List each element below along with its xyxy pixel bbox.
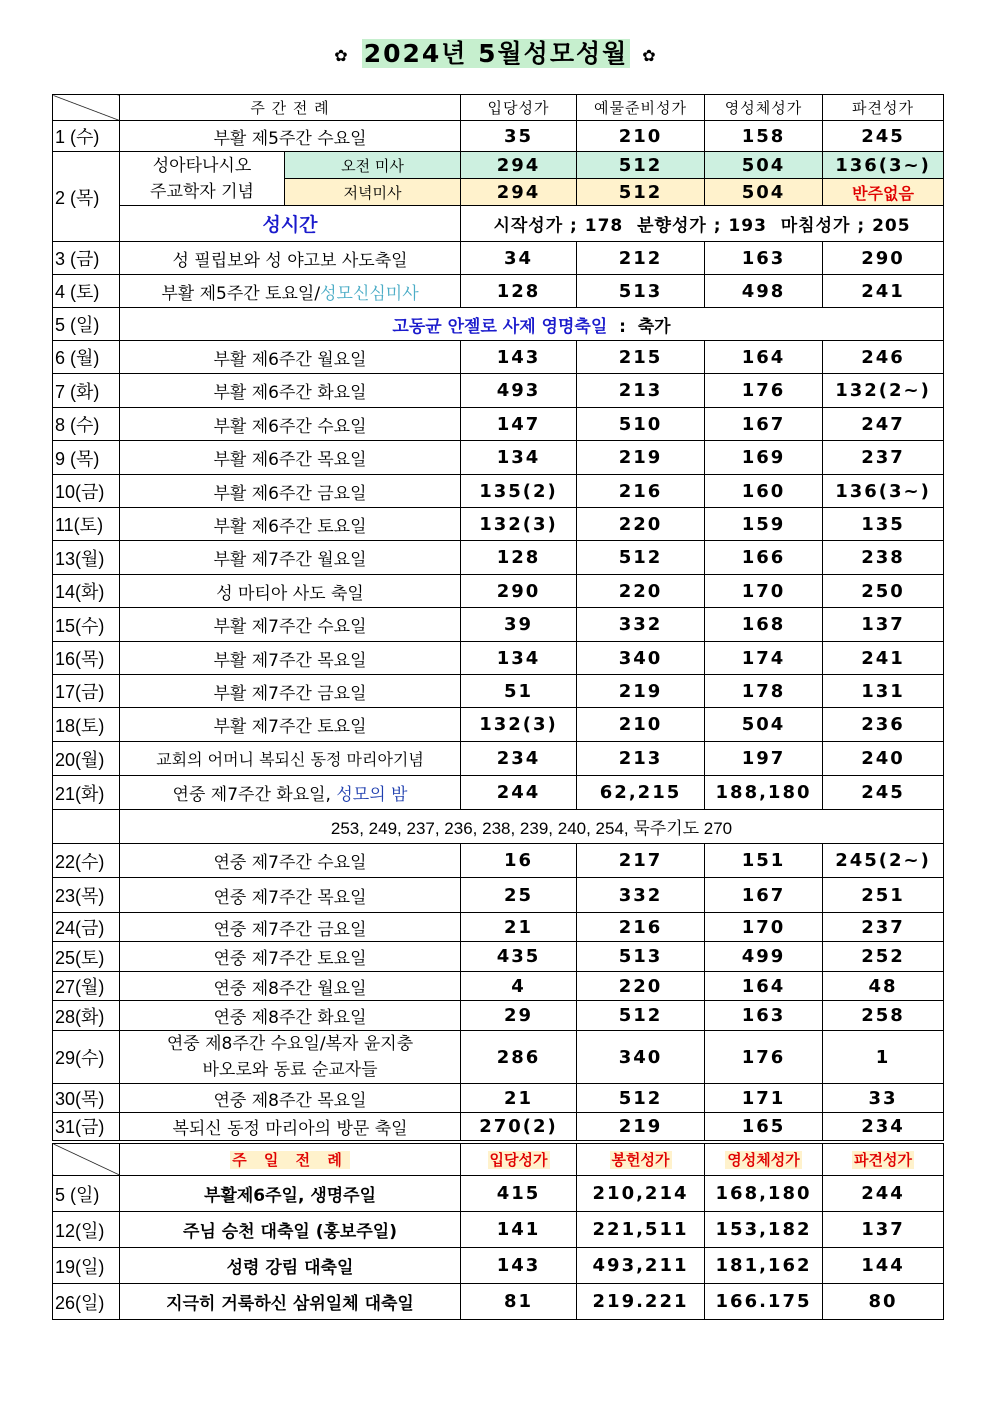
entrance-hymn: 134 <box>461 642 577 675</box>
communion-hymn: 165 <box>705 1113 823 1142</box>
liturgy-name <box>120 1031 461 1084</box>
liturgy-name: 부활 제6주간 금요일 <box>120 475 461 508</box>
communion-hymn: 188,180 <box>705 776 823 810</box>
table-row <box>53 913 944 942</box>
entrance-hymn: 147 <box>461 408 577 441</box>
offertory-hymn: 512 <box>577 179 705 206</box>
offertory-hymn: 213 <box>577 374 705 408</box>
offertory-hymn: 332 <box>577 608 705 642</box>
liturgy-name: 부활 제6주간 목요일 <box>120 441 461 475</box>
entrance-hymn: 294 <box>461 179 577 206</box>
table-row <box>53 810 944 844</box>
sunday-liturgy-name: 성령 강림 대축일 <box>120 1248 461 1284</box>
communion-hymn: 153,182 <box>705 1212 823 1248</box>
sunday-liturgy-name: 부활제6주일, 생명주일 <box>120 1176 461 1212</box>
entrance-hymn: 134 <box>461 441 577 475</box>
entrance-hymn: 143 <box>461 1248 577 1284</box>
page-title <box>0 34 992 70</box>
date-cell: 23(목) <box>53 878 120 913</box>
date-cell: 18(토) <box>53 708 120 742</box>
table-row <box>53 206 944 242</box>
table-row <box>53 121 944 152</box>
column-header-text: 파견성가 <box>854 1150 912 1169</box>
table-row <box>53 152 944 179</box>
offertory-hymn: 332 <box>577 878 705 913</box>
entrance-hymn: 270(2) <box>461 1113 577 1142</box>
table-row <box>53 408 944 441</box>
date-cell: 28(화) <box>53 1001 120 1031</box>
date-cell: 24(금) <box>53 913 120 942</box>
entrance-hymn: 415 <box>461 1176 577 1212</box>
communion-hymn: 167 <box>705 408 823 441</box>
entrance-hymn: 21 <box>461 913 577 942</box>
offertory-hymn: 510 <box>577 408 705 441</box>
offertory-hymn: 220 <box>577 508 705 541</box>
recessional-hymn: 251 <box>823 878 944 913</box>
communion-hymn: 176 <box>705 374 823 408</box>
evening-mass-label: 저녁미사 <box>285 179 461 206</box>
offertory-hymn: 493,211 <box>577 1248 705 1284</box>
date-cell: 30(목) <box>53 1084 120 1113</box>
liturgy-name: 교회의 어머니 복되신 동정 마리아기념 <box>120 742 461 776</box>
communion-hymn: 163 <box>705 1001 823 1031</box>
offertory-hymn: 220 <box>577 575 705 608</box>
liturgy-name: 연중 제7주간 목요일 <box>120 878 461 913</box>
entrance-hymn: 25 <box>461 878 577 913</box>
holy-hour-label: 성시간 <box>120 206 461 242</box>
table-row <box>53 1001 944 1031</box>
offertory-hymn: 513 <box>577 942 705 972</box>
offertory-hymn: 210 <box>577 121 705 152</box>
liturgy-name: 부활 제6주간 수요일 <box>120 408 461 441</box>
date-cell: 11(토) <box>53 508 120 541</box>
liturgy-name: 연중 제8주간 화요일 <box>120 1001 461 1031</box>
table-row <box>53 341 944 374</box>
table-row <box>53 878 944 913</box>
date-cell: 15(수) <box>53 608 120 642</box>
offertory-hymn: 340 <box>577 1031 705 1084</box>
date-cell: 31(금) <box>53 1113 120 1142</box>
table-row <box>53 1248 944 1284</box>
communion-hymn: 499 <box>705 942 823 972</box>
title-text: 2024년 5월성모성월 <box>363 39 629 68</box>
communion-hymn: 169 <box>705 441 823 475</box>
feast-name: 고동균 안젤로 사제 영명축일 <box>392 316 608 337</box>
column-header-communion <box>705 1142 823 1176</box>
liturgy-name: 성 마티아 사도 축일 <box>120 575 461 608</box>
liturgy-name-line1: 연중 제8주간 수요일/복자 윤지충 <box>166 1034 414 1054</box>
recessional-hymn: 131 <box>823 675 944 708</box>
offertory-hymn: 340 <box>577 642 705 675</box>
marian-evening-hymn-list: 253, 249, 237, 236, 238, 239, 240, 254, 묵주기도 270 <box>120 810 944 844</box>
liturgy-name: 연중 제7주간 수요일 <box>120 844 461 878</box>
offertory-hymn: 216 <box>577 475 705 508</box>
table-row <box>53 1212 944 1248</box>
recessional-hymn: 136(3~) <box>823 475 944 508</box>
offertory-hymn: 215 <box>577 341 705 374</box>
sunday-liturgy-name: 지극히 거룩하신 삼위일체 대축일 <box>120 1284 461 1320</box>
communion-hymn: 163 <box>705 242 823 275</box>
offertory-hymn: 210 <box>577 708 705 742</box>
communion-hymn: 178 <box>705 675 823 708</box>
column-header-offertory: 예물준비성가 <box>577 95 705 121</box>
date-cell: 2 (목) <box>53 152 120 242</box>
date-cell: 22(수) <box>53 844 120 878</box>
liturgy-name: 연중 제7주간 금요일 <box>120 913 461 942</box>
date-cell: 19(일) <box>53 1248 120 1284</box>
liturgy-name: 부활 제7주간 월요일 <box>120 541 461 575</box>
entrance-hymn: 81 <box>461 1284 577 1320</box>
table-row <box>53 708 944 742</box>
recessional-hymn: 241 <box>823 275 944 308</box>
entrance-hymn: 493 <box>461 374 577 408</box>
date-cell: 6 (월) <box>53 341 120 374</box>
no-accompaniment-note: 반주없음 <box>823 179 944 206</box>
liturgy-name: 복되신 동정 마리아의 방문 축일 <box>120 1113 461 1142</box>
liturgy-name <box>120 776 461 810</box>
liturgy-name <box>120 152 285 206</box>
flower-icon: ✿ <box>642 45 658 65</box>
table-row <box>53 1113 944 1142</box>
communion-hymn: 171 <box>705 1084 823 1113</box>
recessional-hymn: 136(3~) <box>823 152 944 179</box>
entrance-hymn: 132(3) <box>461 508 577 541</box>
date-cell: 13(월) <box>53 541 120 575</box>
entrance-hymn: 244 <box>461 776 577 810</box>
entrance-hymn: 35 <box>461 121 577 152</box>
communion-hymn: 504 <box>705 152 823 179</box>
diagonal-corner-cell <box>53 95 120 121</box>
recessional-hymn: 132(2~) <box>823 374 944 408</box>
recessional-hymn: 237 <box>823 913 944 942</box>
feast-note <box>120 308 944 341</box>
entrance-hymn: 141 <box>461 1212 577 1248</box>
date-cell: 4 (토) <box>53 275 120 308</box>
morning-mass-label: 오전 미사 <box>285 152 461 179</box>
communion-hymn: 167 <box>705 878 823 913</box>
communion-hymn: 176 <box>705 1031 823 1084</box>
weekday-header-row <box>53 95 944 121</box>
liturgy-name: 부활 제6주간 화요일 <box>120 374 461 408</box>
offertory-hymn: 221,511 <box>577 1212 705 1248</box>
date-cell: 20(월) <box>53 742 120 776</box>
date-cell: 5 (일) <box>53 308 120 341</box>
entrance-hymn: 132(3) <box>461 708 577 742</box>
communion-hymn: 181,162 <box>705 1248 823 1284</box>
table-row <box>53 844 944 878</box>
communion-hymn: 158 <box>705 121 823 152</box>
communion-hymn: 197 <box>705 742 823 776</box>
table-row <box>53 1176 944 1212</box>
liturgy-name: 성 필립보와 성 야고보 사도축일 <box>120 242 461 275</box>
diagonal-corner-cell <box>53 1142 120 1176</box>
date-cell: 17(금) <box>53 675 120 708</box>
entrance-hymn: 135(2) <box>461 475 577 508</box>
liturgy-name: 연중 제8주간 목요일 <box>120 1084 461 1113</box>
table-row <box>53 242 944 275</box>
offertory-hymn: 213 <box>577 742 705 776</box>
liturgy-name: 부활 제6주간 토요일 <box>120 508 461 541</box>
table-row <box>53 642 944 675</box>
table-row <box>53 441 944 475</box>
date-cell: 7 (화) <box>53 374 120 408</box>
communion-hymn: 174 <box>705 642 823 675</box>
recessional-hymn: 241 <box>823 642 944 675</box>
column-header-recessional <box>823 1142 944 1176</box>
recessional-hymn: 135 <box>823 508 944 541</box>
entrance-hymn: 4 <box>461 972 577 1001</box>
entrance-hymn: 128 <box>461 275 577 308</box>
date-cell: 27(월) <box>53 972 120 1001</box>
column-header-text: 영성체성가 <box>727 1150 800 1169</box>
table-row <box>53 942 944 972</box>
recessional-hymn: 237 <box>823 441 944 475</box>
offertory-hymn: 217 <box>577 844 705 878</box>
recessional-hymn: 236 <box>823 708 944 742</box>
communion-hymn: 166 <box>705 541 823 575</box>
table-row <box>53 742 944 776</box>
date-cell: 21(화) <box>53 776 120 810</box>
date-cell: 8 (수) <box>53 408 120 441</box>
liturgy-name-main: 연중 제7주간 화요일, <box>172 785 337 805</box>
entrance-hymn: 34 <box>461 242 577 275</box>
recessional-hymn: 33 <box>823 1084 944 1113</box>
communion-hymn: 164 <box>705 972 823 1001</box>
communion-hymn: 498 <box>705 275 823 308</box>
liturgy-name: 부활 제6주간 월요일 <box>120 341 461 374</box>
feast-suffix: : 축가 <box>607 316 671 337</box>
liturgy-name: 부활 제7주간 토요일 <box>120 708 461 742</box>
table-row <box>53 608 944 642</box>
communion-hymn: 159 <box>705 508 823 541</box>
communion-hymn: 164 <box>705 341 823 374</box>
liturgy-name: 부활 제7주간 금요일 <box>120 675 461 708</box>
table-row <box>53 776 944 810</box>
date-cell: 14(화) <box>53 575 120 608</box>
recessional-hymn: 290 <box>823 242 944 275</box>
offertory-hymn: 216 <box>577 913 705 942</box>
recessional-hymn: 238 <box>823 541 944 575</box>
offertory-hymn: 219 <box>577 441 705 475</box>
offertory-hymn: 219 <box>577 675 705 708</box>
table-row <box>53 972 944 1001</box>
date-cell: 3 (금) <box>53 242 120 275</box>
communion-hymn: 168 <box>705 608 823 642</box>
entrance-hymn: 290 <box>461 575 577 608</box>
table-row <box>53 1031 944 1084</box>
entrance-hymn: 294 <box>461 152 577 179</box>
recessional-hymn: 1 <box>823 1031 944 1084</box>
date-cell: 9 (목) <box>53 441 120 475</box>
liturgy-name: 부활 제7주간 수요일 <box>120 608 461 642</box>
recessional-hymn: 252 <box>823 942 944 972</box>
holy-hour-hymns: 시작성가 ; 178 분향성가 ; 193 마침성가 ; 205 <box>461 206 944 242</box>
table-row <box>53 374 944 408</box>
table-row <box>53 508 944 541</box>
liturgy-name-line2: 주교학자 기념 <box>150 181 254 202</box>
liturgy-name-main: 부활 제5주간 토요일/ <box>161 283 321 304</box>
offertory-hymn: 512 <box>577 1084 705 1113</box>
liturgy-name: 연중 제8주간 월요일 <box>120 972 461 1001</box>
communion-hymn: 160 <box>705 475 823 508</box>
table-row <box>53 1284 944 1320</box>
liturgy-name: 부활 제5주간 수요일 <box>120 121 461 152</box>
column-header-recessional: 파견성가 <box>823 95 944 121</box>
offertory-hymn: 62,215 <box>577 776 705 810</box>
date-cell: 25(토) <box>53 942 120 972</box>
date-cell: 10(금) <box>53 475 120 508</box>
marian-mass-label: 성모신심미사 <box>320 283 419 304</box>
recessional-hymn: 80 <box>823 1284 944 1320</box>
recessional-hymn: 48 <box>823 972 944 1001</box>
date-cell: 1 (수) <box>53 121 120 152</box>
entrance-hymn: 286 <box>461 1031 577 1084</box>
table-row <box>53 275 944 308</box>
recessional-hymn: 234 <box>823 1113 944 1142</box>
entrance-hymn: 234 <box>461 742 577 776</box>
column-header-text: 봉헌성가 <box>611 1150 670 1169</box>
sunday-section-header-text: 주 일 전 례 <box>232 1150 348 1169</box>
recessional-hymn: 247 <box>823 408 944 441</box>
column-header-text: 입당성가 <box>489 1150 548 1169</box>
flower-icon: ✿ <box>334 45 350 65</box>
recessional-hymn: 244 <box>823 1176 944 1212</box>
entrance-hymn: 128 <box>461 541 577 575</box>
table-row <box>53 1084 944 1113</box>
communion-hymn: 504 <box>705 179 823 206</box>
liturgy-name: 부활 제7주간 목요일 <box>120 642 461 675</box>
sunday-header-row <box>53 1142 944 1176</box>
table-row <box>53 308 944 341</box>
offertory-hymn: 212 <box>577 242 705 275</box>
weekday-section-header: 주 간 전 례 <box>120 95 461 121</box>
table-row <box>53 675 944 708</box>
date-cell: 26(일) <box>53 1284 120 1320</box>
recessional-hymn: 258 <box>823 1001 944 1031</box>
sunday-section-header <box>120 1142 461 1176</box>
recessional-hymn: 137 <box>823 608 944 642</box>
recessional-hymn: 144 <box>823 1248 944 1284</box>
communion-hymn: 151 <box>705 844 823 878</box>
communion-hymn: 170 <box>705 913 823 942</box>
column-header-offertory <box>577 1142 705 1176</box>
communion-hymn: 168,180 <box>705 1176 823 1212</box>
table-row <box>53 541 944 575</box>
offertory-hymn: 219 <box>577 1113 705 1142</box>
column-header-entrance: 입당성가 <box>461 95 577 121</box>
marian-evening-label: 성모의 밤 <box>336 785 408 805</box>
date-cell: 29(수) <box>53 1031 120 1084</box>
recessional-hymn: 137 <box>823 1212 944 1248</box>
column-header-communion: 영성체성가 <box>705 95 823 121</box>
offertory-hymn: 210,214 <box>577 1176 705 1212</box>
offertory-hymn: 220 <box>577 972 705 1001</box>
entrance-hymn: 143 <box>461 341 577 374</box>
liturgy-name-line1: 성아타나시오 <box>152 155 252 176</box>
hymn-schedule-table <box>52 94 944 1320</box>
liturgy-name <box>120 275 461 308</box>
recessional-hymn: 240 <box>823 742 944 776</box>
sunday-liturgy-name: 주님 승천 대축일 (홍보주일) <box>120 1212 461 1248</box>
communion-hymn: 170 <box>705 575 823 608</box>
entrance-hymn: 39 <box>461 608 577 642</box>
entrance-hymn: 21 <box>461 1084 577 1113</box>
entrance-hymn: 16 <box>461 844 577 878</box>
recessional-hymn: 246 <box>823 341 944 374</box>
entrance-hymn: 51 <box>461 675 577 708</box>
offertory-hymn: 512 <box>577 152 705 179</box>
communion-hymn: 504 <box>705 708 823 742</box>
table-row <box>53 475 944 508</box>
offertory-hymn: 512 <box>577 1001 705 1031</box>
date-cell: 16(목) <box>53 642 120 675</box>
recessional-hymn: 245 <box>823 776 944 810</box>
offertory-hymn: 219.221 <box>577 1284 705 1320</box>
recessional-hymn: 245 <box>823 121 944 152</box>
empty-date-cell <box>53 810 120 844</box>
recessional-hymn: 245(2~) <box>823 844 944 878</box>
communion-hymn: 166.175 <box>705 1284 823 1320</box>
date-cell: 12(일) <box>53 1212 120 1248</box>
table-row <box>53 575 944 608</box>
liturgy-name-line2: 바오로와 동료 순교자들 <box>202 1060 378 1080</box>
column-header-entrance <box>461 1142 577 1176</box>
recessional-hymn: 250 <box>823 575 944 608</box>
offertory-hymn: 513 <box>577 275 705 308</box>
date-cell: 5 (일) <box>53 1176 120 1212</box>
entrance-hymn: 29 <box>461 1001 577 1031</box>
entrance-hymn: 435 <box>461 942 577 972</box>
liturgy-name: 연중 제7주간 토요일 <box>120 942 461 972</box>
offertory-hymn: 512 <box>577 541 705 575</box>
